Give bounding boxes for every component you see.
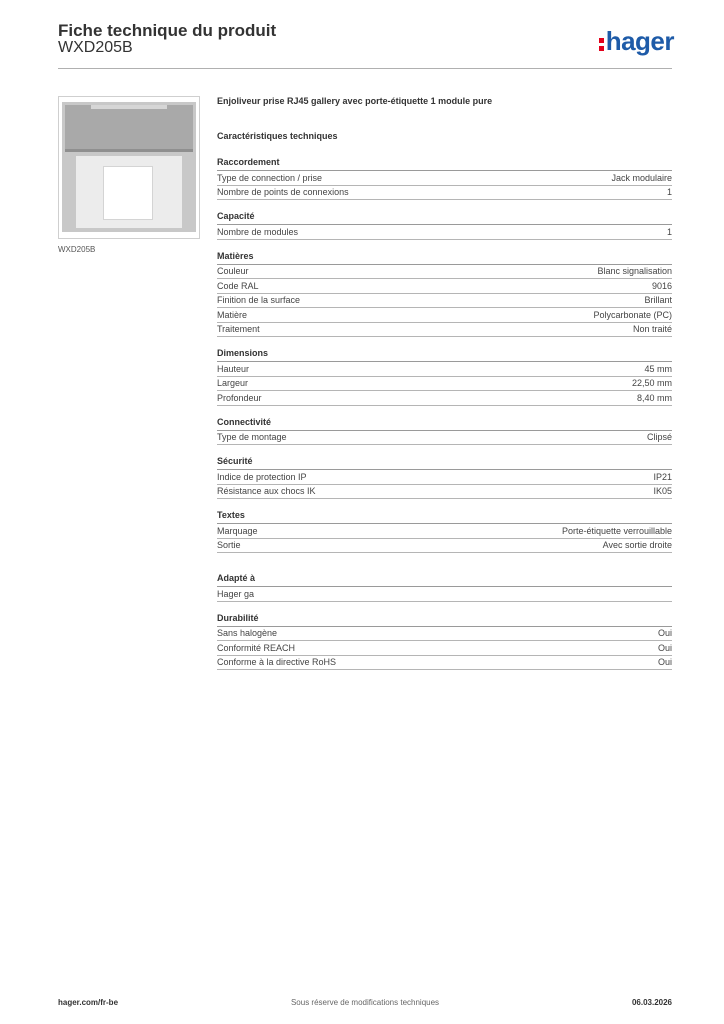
spec-label: Finition de la surface [217, 295, 301, 306]
spec-value: Jack modulaire [611, 172, 672, 183]
spec-label: Matière [217, 309, 248, 320]
spec-label: Sortie [217, 540, 241, 551]
spec-label: Profondeur [217, 392, 262, 403]
spec-section [217, 572, 672, 602]
spec-section [217, 416, 672, 446]
spec-row [217, 485, 672, 500]
spec-section [217, 210, 672, 240]
spec-row [217, 323, 672, 338]
spec-value: Clipsé [646, 432, 672, 443]
page-footer [58, 998, 672, 1010]
spec-row [217, 294, 672, 309]
spec-label: Hager ga [217, 588, 255, 599]
page-title: Fiche technique du produit [58, 21, 277, 40]
spec-section [217, 509, 672, 553]
product-description: Enjoliveur prise RJ45 gallery avec porte-étiquette 1 module pure [217, 96, 493, 106]
spec-row [217, 279, 672, 294]
spec-value: 1 [666, 226, 672, 237]
spec-value: IK05 [653, 486, 672, 497]
spec-row [217, 641, 672, 656]
spec-row [217, 171, 672, 186]
spec-label: Conforme à la directive RoHS [217, 657, 337, 668]
spec-label: Nombre de modules [217, 226, 299, 237]
spec-label: Nombre de points de connexions [217, 187, 349, 198]
footer-date: 06.03.2026 [631, 998, 672, 1007]
spec-section [217, 347, 672, 406]
spec-row [217, 362, 672, 377]
section-title: Dimensions [217, 347, 672, 362]
section-title: Adapté à [217, 572, 672, 587]
spec-row [217, 587, 672, 602]
spec-section [217, 250, 672, 338]
spec-label: Résistance aux chocs IK [217, 486, 316, 497]
spec-value: Porte-étiquette verrouillable [561, 525, 672, 536]
spec-value: Avec sortie droite [602, 540, 672, 551]
spec-row [217, 470, 672, 485]
specs-heading: Caractéristiques techniques [217, 131, 338, 141]
section-title: Durabilité [217, 612, 672, 627]
spec-label: Code RAL [217, 280, 259, 291]
spec-value: Polycarbonate (PC) [593, 309, 672, 320]
section-title: Connectivité [217, 416, 672, 431]
footer-website-link[interactable]: hager.com/fr-be [58, 998, 119, 1007]
product-image-caption: WXD205B [58, 245, 96, 254]
header-divider [58, 68, 672, 69]
spec-value: 9016 [651, 280, 672, 291]
section-title: Textes [217, 509, 672, 524]
spec-row [217, 377, 672, 392]
spec-value: Blanc signalisation [597, 266, 672, 277]
logo-dots-icon [599, 34, 604, 52]
spec-row [217, 524, 672, 539]
spec-label: Type de connection / prise [217, 172, 323, 183]
spec-row [217, 539, 672, 554]
footer-note: Sous réserve de modifications techniques [290, 998, 440, 1007]
spec-label: Marquage [217, 525, 258, 536]
spec-section [217, 612, 672, 671]
product-image [58, 96, 200, 239]
spec-row [217, 391, 672, 406]
spec-value: 22,50 mm [631, 378, 672, 389]
spec-row [217, 431, 672, 446]
spec-label: Traitement [217, 324, 260, 335]
spec-value: Oui [657, 657, 672, 668]
section-title: Matières [217, 250, 672, 265]
spec-row [217, 656, 672, 671]
spec-label: Hauteur [217, 363, 250, 374]
spec-row [217, 186, 672, 201]
spec-section [217, 156, 672, 200]
spec-value: 45 mm [644, 363, 672, 374]
spec-value: 8,40 mm [636, 392, 672, 403]
section-title: Raccordement [217, 156, 672, 171]
section-title: Sécurité [217, 455, 672, 470]
spec-value: 1 [666, 187, 672, 198]
product-reference: WXD205B [58, 39, 133, 56]
section-title: Capacité [217, 210, 672, 225]
spec-label: Couleur [217, 266, 249, 277]
spec-value: Brillant [644, 295, 672, 306]
spec-value: IP21 [653, 471, 672, 482]
spec-value: Oui [657, 642, 672, 653]
brand-name: hager [605, 26, 674, 56]
spec-section [217, 455, 672, 499]
spec-content [217, 95, 672, 680]
spec-row [217, 308, 672, 323]
cover-plate [76, 156, 182, 228]
spec-label: Type de montage [217, 432, 287, 443]
spec-row [217, 265, 672, 280]
spec-row [217, 627, 672, 642]
spec-value: Non traité [632, 324, 672, 335]
spec-sections [217, 156, 672, 670]
brand-logo [599, 26, 674, 56]
spec-row [217, 225, 672, 240]
spec-label: Largeur [217, 378, 249, 389]
spec-label: Conformité REACH [217, 642, 296, 653]
spec-label: Indice de protection IP [217, 471, 307, 482]
label-holder-flap [65, 105, 193, 152]
spec-label: Sans halogène [217, 628, 278, 639]
spec-value: Oui [657, 628, 672, 639]
